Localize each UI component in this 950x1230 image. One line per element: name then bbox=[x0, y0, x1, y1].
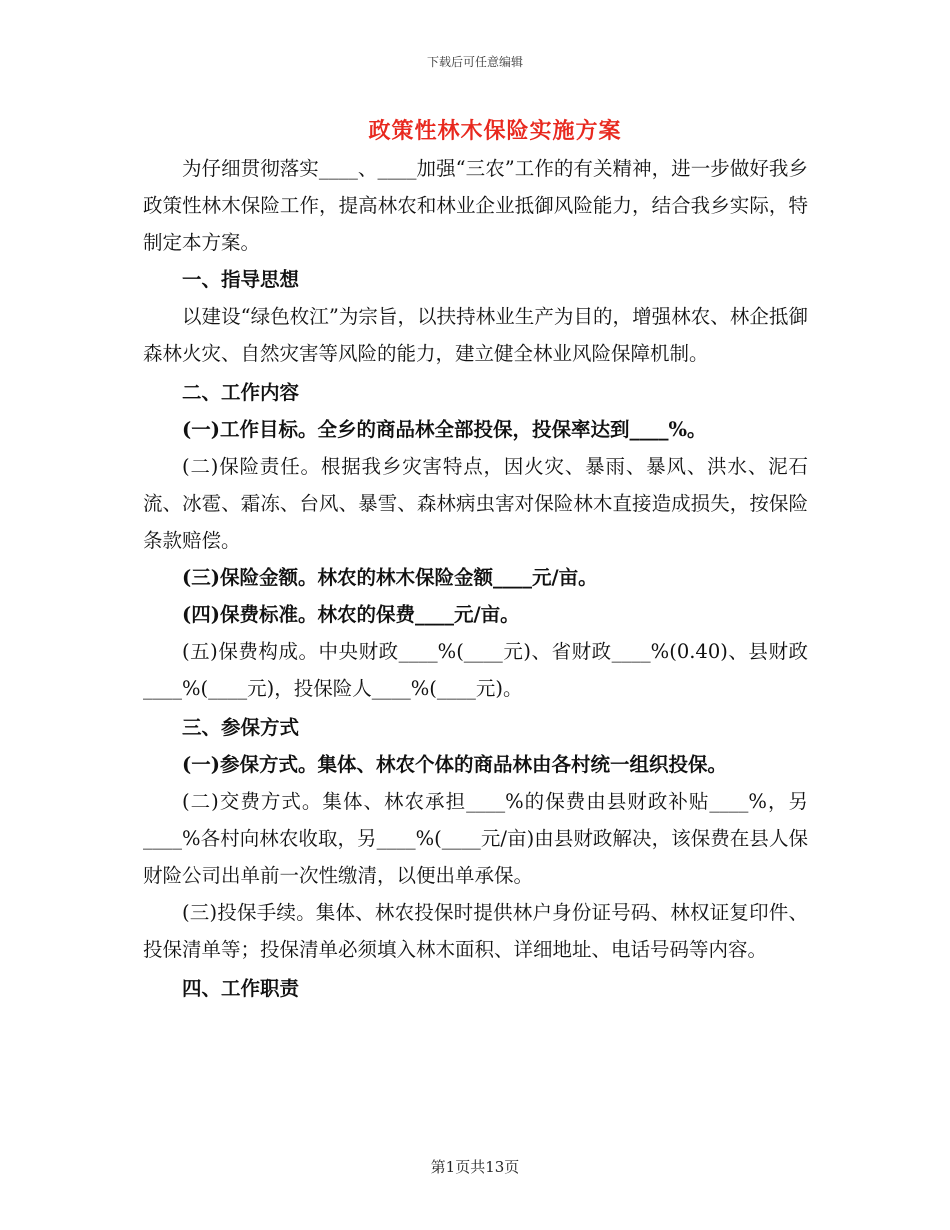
insurance-procedure-paragraph: (三)投保手续。集体、林农投保时提供林户身份证号码、林权证复印件、投保清单等；投保清单必须填入林木面积、详细地址、电话号码等内容。 bbox=[143, 901, 808, 961]
enrollment-method-paragraph: (一)参保方式。集体、林农个体的商品林由各村统一组织投保。 bbox=[182, 753, 727, 776]
payment-method-paragraph: (二)交费方式。集体、林农承担____%的保费由县财政补贴____%，另____%各村向林农收取，另____%(____元/亩)由县财政解决，该保费在县人保财险公司出单前一次性缴清，以便出单承保。 bbox=[143, 790, 808, 887]
work-goal-paragraph: (一)工作目标。全乡的商品林全部投保，投保率达到____%。 bbox=[182, 418, 707, 441]
page-header: 下载后可任意编辑 bbox=[426, 55, 523, 69]
premium-standard-paragraph: (四)保费标准。林农的保费____元/亩。 bbox=[182, 603, 520, 626]
document-body bbox=[143, 150, 808, 1007]
page-footer: 第1页共13页 bbox=[430, 1158, 520, 1176]
section-heading-work-duties: 四、工作职责 bbox=[182, 977, 300, 1000]
document-title: 政策性林木保险实施方案 bbox=[368, 118, 622, 144]
section-heading-enrollment-method: 三、参保方式 bbox=[182, 716, 300, 739]
premium-composition-paragraph: (五)保费构成。中央财政____%(____元)、省财政____%(0.40)、县财政____%(____元)，投保险人____%(____元)。 bbox=[143, 640, 808, 700]
section-heading-guiding-thought: 一、指导思想 bbox=[182, 268, 300, 291]
insured-amount-paragraph: (三)保险金额。林农的林木保险金额____元/亩。 bbox=[182, 566, 598, 589]
guiding-thought-paragraph: 以建设“绿色枚江”为宗旨，以扶持林业生产为目的，增强林农、林企抵御森林火灾、自然灾害等风险的能力，建立健全林业风险保障机制。 bbox=[143, 305, 808, 365]
insurance-liability-paragraph: (二)保险责任。根据我乡灾害特点，因火灾、暴雨、暴风、洪水、泥石流、冰雹、霜冻、台风、暴雪、森林病虫害对保险林木直接造成损失，按保险条款赔偿。 bbox=[143, 455, 808, 552]
intro-paragraph: 为仔细贯彻落实____、____加强“三农”工作的有关精神，进一步做好我乡政策性林木保险工作，提高林农和林业企业抵御风险能力，结合我乡实际，特制定本方案。 bbox=[143, 157, 808, 254]
section-heading-work-content: 二、工作内容 bbox=[182, 381, 300, 404]
